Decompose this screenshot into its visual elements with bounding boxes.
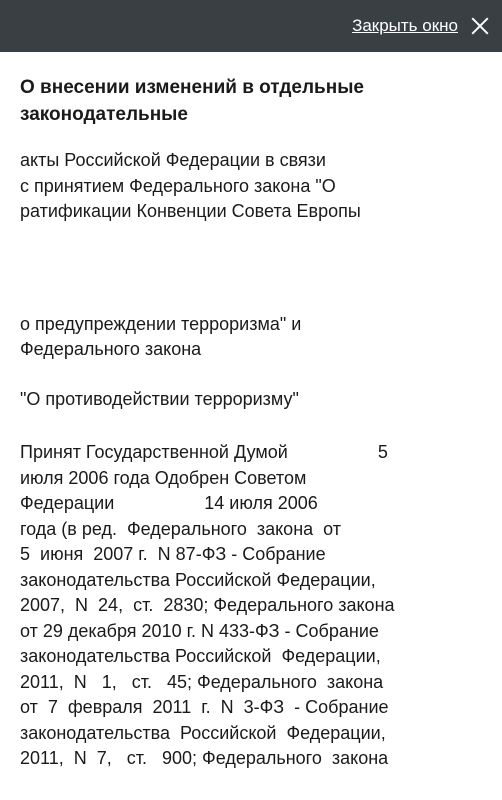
document-title: О внесении изменений в отдельные законодательные [20, 77, 365, 125]
paragraph-acts: акты Российской Федерации в связи с принятием Федерального закона "О ратификации Конвенции Совета Европы [20, 150, 361, 221]
close-icon[interactable] [470, 16, 490, 36]
document-content [20, 74, 480, 772]
top-bar [0, 0, 502, 52]
paragraph-counteraction: "О противодействии терроризму" [20, 388, 299, 409]
paragraph-adoption: Принят Государственной Думой 5 июля 2006 года Одобрен Советом Федерации 14 июля 2006 года (в ред. Федерального закона от 5 июня 2007 г. N 87-ФЗ - Собрание законодательства Российской Федерации, 2007, N 24, ст. 2830; Федерального закона от 29 декабря 2010 г. N 433-ФЗ - Собрание законодательства Российской Федерации, 2011, N 1, ст. 45; Федерального закона от 7 февраля 2011 г. N 3-ФЗ - Собрание законодательства Российской Федерации, 2011, N 7, ст. 900; Федерального закона [20, 442, 395, 768]
close-window-link[interactable]: Закрыть окно [352, 16, 458, 35]
paragraph-prevention: о предупреждении терроризма" и Федерального закона [20, 313, 302, 359]
